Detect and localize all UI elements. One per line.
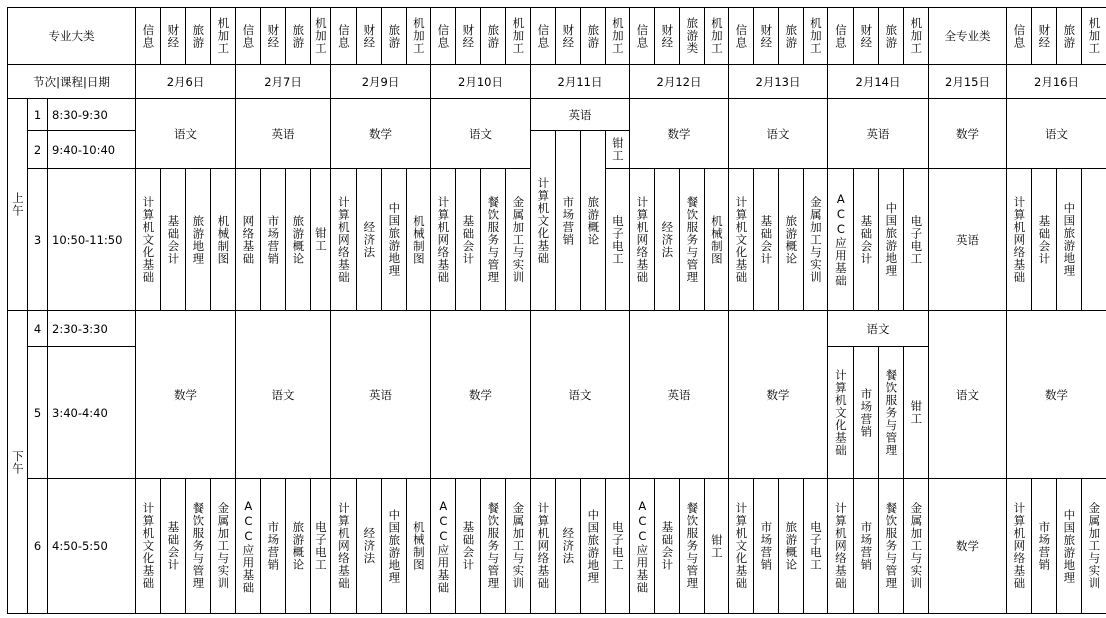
course-cell: 餐饮服务与管理 [879,479,904,614]
course-cell: 计算机网络基础 [1007,479,1032,614]
period-number: 4 [28,311,48,347]
course-cell: 金属加工与实训 [804,169,828,311]
major-header: 财经 [754,8,779,65]
major-header: 财经 [854,8,879,65]
course-cell: 中国旅游地理 [1057,479,1082,614]
course-cell: 电子电工 [606,479,630,614]
course-cell: 旅游概论 [286,169,311,311]
course-cell: 基础会计 [754,169,779,311]
course-cell: 中国旅游地理 [382,479,407,614]
period-time: 3:40-4:40 [48,347,136,479]
course-cell: 数学 [929,479,1007,614]
course-cell: 市场营销 [854,347,879,479]
course-cell: 网络基础 [236,169,261,311]
major-header: 机加工 [407,8,431,65]
course-cell: 英语 [531,99,630,131]
all-majors-header: 全专业类 [929,8,1007,65]
period-time: 4:50-5:50 [48,479,136,614]
major-header: 旅游 [581,8,606,65]
date-cell: 2月15日 [929,65,1007,99]
am-label: 上午 [8,99,28,311]
course-cell: 基础会计 [1032,169,1057,311]
major-header: 信息 [828,8,854,65]
course-cell: 金属加工与实训 [1082,479,1106,614]
course-cell: 金属加工与实训 [506,169,531,311]
period-time: 2:30-3:30 [48,311,136,347]
course-cell: 基础会计 [456,169,481,311]
date-cell: 2月13日 [729,65,828,99]
major-header: 旅游 [879,8,904,65]
course-cell: 计算机网络基础 [431,169,456,311]
course-cell: 语文 [929,311,1007,479]
course-cell: 英语 [236,99,331,169]
major-header: 信息 [1007,8,1032,65]
course-cell: 金属加工与实训 [506,479,531,614]
course-cell: 市场营销 [754,479,779,614]
course-cell: 语文 [1007,99,1106,169]
period-time: 8:30-9:30 [48,99,136,131]
course-cell: 数学 [1007,311,1106,479]
course-cell: 经济法 [655,169,680,311]
course-cell: 计算机文化基础 [729,169,754,311]
course-cell: 数学 [729,311,828,479]
major-header: 旅游 [1057,8,1082,65]
course-cell: 旅游概论 [581,131,606,311]
course-cell: 基础会计 [161,479,186,614]
course-cell: 计算机网络基础 [630,169,655,311]
major-header: 机加工 [606,8,630,65]
course-cell: 经济法 [357,479,382,614]
course-cell: 语文 [729,99,828,169]
period-number: 1 [28,99,48,131]
period-time: 9:40-10:40 [48,131,136,169]
course-cell [1082,169,1106,311]
course-cell: 语文 [136,99,236,169]
course-cell: 基础会计 [161,169,186,311]
course-cell: ACC应用基础 [828,169,854,311]
major-header: 信息 [531,8,556,65]
course-cell: 市场营销 [1032,479,1057,614]
course-cell: 语文 [431,99,531,169]
course-cell: 中国旅游地理 [1057,169,1082,311]
course-cell: 中国旅游地理 [879,169,904,311]
course-cell: 计算机文化基础 [828,347,854,479]
major-header: 财经 [1032,8,1057,65]
major-header: 旅游 [186,8,211,65]
major-header: 机加工 [506,8,531,65]
course-cell: 旅游地理 [186,169,211,311]
major-header: 旅游 [382,8,407,65]
course-cell: 钳工 [311,169,331,311]
date-cell: 2月6日 [136,65,236,99]
major-header: 信息 [136,8,161,65]
course-cell: 计算机网络基础 [1007,169,1032,311]
course-cell: 机械制图 [407,479,431,614]
course-cell: 计算机网络基础 [331,169,357,311]
major-header: 信息 [431,8,456,65]
course-cell: 机械制图 [705,169,729,311]
course-cell: 机械制图 [211,169,236,311]
course-cell: 数学 [630,99,729,169]
course-cell: 旅游概论 [779,479,804,614]
course-cell: 电子电工 [606,169,630,311]
course-cell: 基础会计 [456,479,481,614]
course-cell: 中国旅游地理 [382,169,407,311]
major-header: 旅游 [779,8,804,65]
period-number: 6 [28,479,48,614]
course-cell: 钳工 [904,347,929,479]
corner-label: 专业大类 [8,8,136,65]
course-cell: 餐饮服务与管理 [186,479,211,614]
course-cell: 餐饮服务与管理 [481,479,506,614]
date-cell: 2月9日 [331,65,431,99]
date-cell: 2月10日 [431,65,531,99]
course-cell: 电子电工 [904,169,929,311]
date-cell: 2月14日 [828,65,929,99]
period-number: 3 [28,169,48,311]
major-header: 旅游类 [680,8,705,65]
period-number: 2 [28,131,48,169]
date-cell: 2月7日 [236,65,331,99]
course-cell: 英语 [828,99,929,169]
schedule-table [7,7,1106,614]
course-cell: 经济法 [556,479,581,614]
major-header: 机加工 [1082,8,1106,65]
major-header: 旅游 [286,8,311,65]
course-cell: 计算机网络基础 [331,479,357,614]
course-cell: 计算机网络基础 [828,479,854,614]
course-cell: 餐饮服务与管理 [680,169,705,311]
course-cell: 旅游概论 [779,169,804,311]
course-cell: 中国旅游地理 [581,479,606,614]
course-cell: ACC应用基础 [630,479,655,614]
major-header: 机加工 [211,8,236,65]
major-header: 信息 [729,8,754,65]
period-time: 10:50-11:50 [48,169,136,311]
course-cell: 数学 [331,99,431,169]
course-cell: 电子电工 [804,479,828,614]
course-cell: 计算机文化基础 [136,169,161,311]
course-cell: 钳工 [606,131,630,169]
date-cell: 2月12日 [630,65,729,99]
course-cell: 市场营销 [556,131,581,311]
major-header: 财经 [556,8,581,65]
course-cell: 电子电工 [311,479,331,614]
course-cell: 餐饮服务与管理 [481,169,506,311]
major-header: 旅游 [481,8,506,65]
course-cell: 语文 [531,311,630,479]
course-cell: 英语 [929,169,1007,311]
major-header: 信息 [236,8,261,65]
major-header: 财经 [261,8,286,65]
major-header: 财经 [456,8,481,65]
major-header: 机加工 [804,8,828,65]
course-cell: 语文 [236,311,331,479]
course-cell: 计算机文化基础 [531,131,556,311]
major-header: 信息 [630,8,655,65]
major-header: 信息 [331,8,357,65]
course-cell: 数学 [136,311,236,479]
major-header: 财经 [655,8,680,65]
course-cell: 英语 [630,311,729,479]
course-cell: 机械制图 [407,169,431,311]
course-cell: ACC应用基础 [236,479,261,614]
course-cell: 英语 [331,311,431,479]
course-cell: 基础会计 [854,169,879,311]
course-cell: 市场营销 [261,479,286,614]
major-header: 财经 [161,8,186,65]
course-cell: 数学 [431,311,531,479]
major-header: 机加工 [705,8,729,65]
course-cell: 计算机文化基础 [729,479,754,614]
course-cell: 旅游概论 [286,479,311,614]
course-cell: 金属加工与实训 [904,479,929,614]
course-cell: 计算机文化基础 [136,479,161,614]
major-header: 机加工 [311,8,331,65]
course-cell: 市场营销 [854,479,879,614]
course-cell: 市场营销 [261,169,286,311]
course-cell: 基础会计 [655,479,680,614]
course-cell: 钳工 [705,479,729,614]
major-header: 机加工 [904,8,929,65]
course-cell: 数学 [929,99,1007,169]
course-cell: 计算机网络基础 [531,479,556,614]
course-cell: 餐饮服务与管理 [680,479,705,614]
period-number: 5 [28,347,48,479]
course-cell: 金属加工与实训 [211,479,236,614]
pm-label: 下午 [8,311,28,614]
course-cell: ACC应用基础 [431,479,456,614]
course-cell: 语文 [828,311,929,347]
course-cell: 餐饮服务与管理 [879,347,904,479]
course-cell: 经济法 [357,169,382,311]
period-course-date-label: 节次|课程|日期 [8,65,136,99]
major-header: 财经 [357,8,382,65]
date-cell: 2月11日 [531,65,630,99]
date-cell: 2月16日 [1007,65,1106,99]
